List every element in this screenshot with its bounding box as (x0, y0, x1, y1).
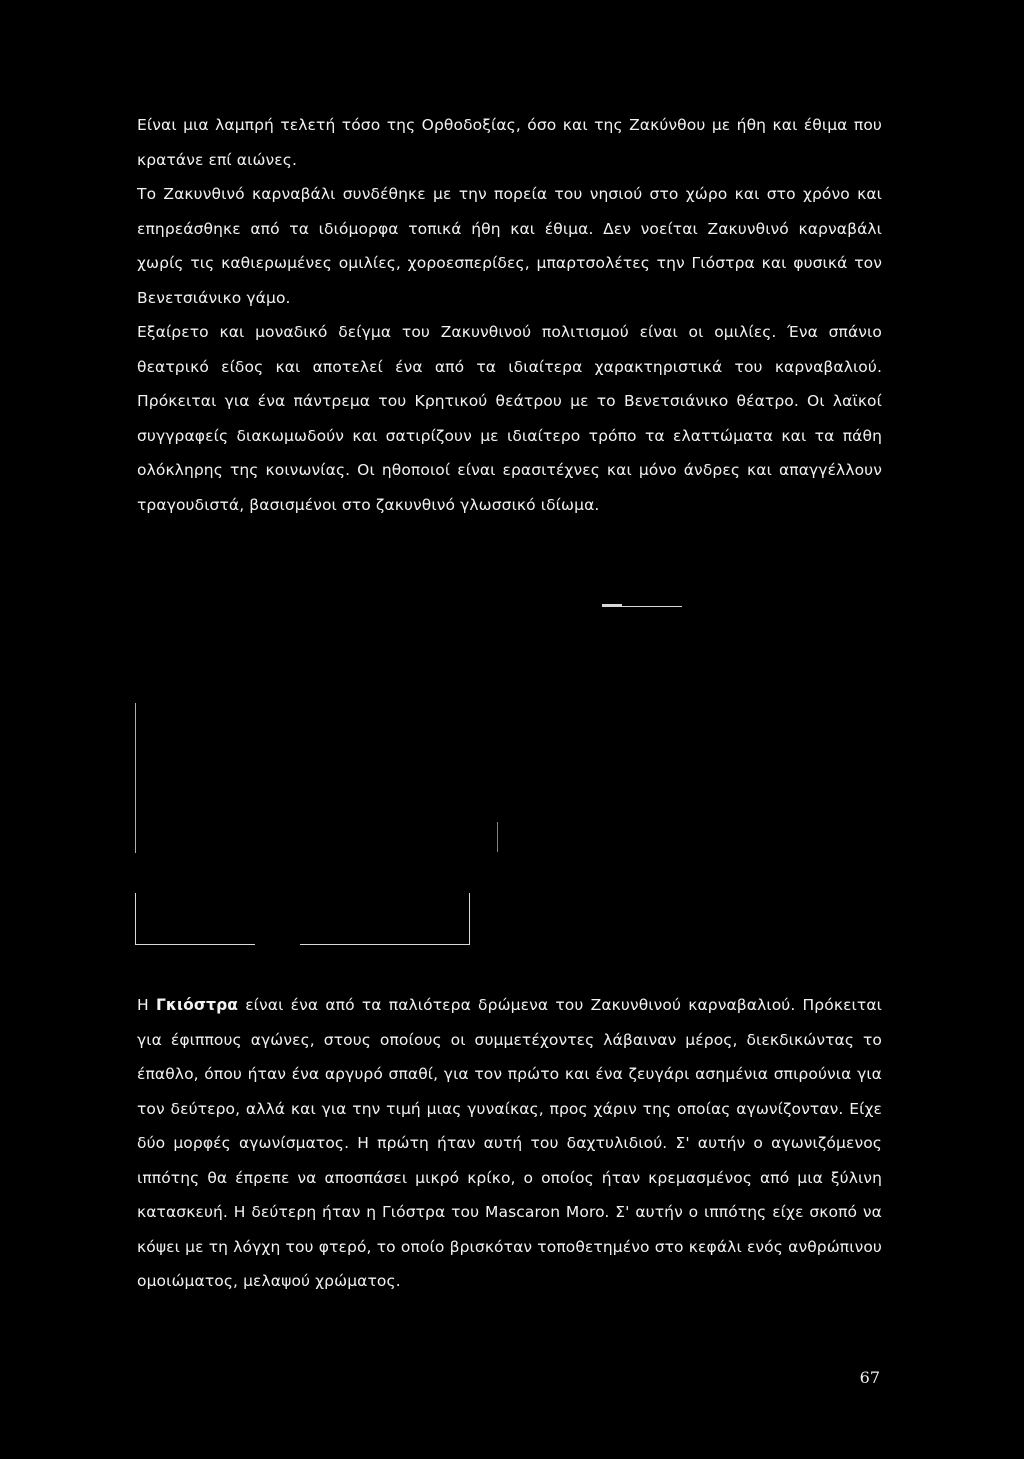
body-text-bottom (137, 988, 882, 1299)
gkiostra-term: Γκιόστρα (155, 996, 239, 1014)
paragraph-2: Το Ζακυνθινό καρναβάλι συνδέθηκε με την πορεία του νησιού στο χώρο και στο χρόνο και επηρεάσθηκε από τα ιδιόμορφα τοπικά ήθη και έθιμα. Δεν νοείται Ζακυνθινό καρναβάλι χωρίς τις καθιερωμένες ομιλίες, χοροεσπερίδες, μπαρτσολέτες την Γιόστρα και φυσικά τον Βενετσιάνικο γάμο. (137, 185, 882, 307)
paragraph-gkiostra (137, 988, 882, 1299)
paragraph-1: Είναι μια λαμπρή τελετή τόσο της Ορθοδοξίας, όσο και της Ζακύνθου με ήθη και έθιμα που κρατάνε επί αιώνες. (137, 116, 882, 169)
gkiostra-prefix: Η (137, 996, 156, 1014)
body-text-top (137, 108, 882, 522)
page-number: 67 (859, 1368, 880, 1387)
paragraph-3: Εξαίρετο και μοναδικό δείγμα του Ζακυνθινού πολιτισμού είναι οι ομιλίες. Ένα σπάνιο θεατρικό είδος και αποτελεί ένα από τα ιδιαίτερα χαρακτηριστικά του καρναβαλιού. Πρόκειται για ένα πάντρεμα του Κρητικού θεάτρου με το Βενετσιάνικο θέατρο. Οι λαϊκοί συγγραφείς διακωμωδούν και σατιρίζουν με ιδιαίτερο τρόπο τα ελαττώματα και τα πάθη ολόκληρης της κοινωνίας. Οι ηθοποιοί είναι ερασιτέχνες και μόνο άνδρες και απαγγέλλουν τραγουδιστά, βασισμένοι στο ζακυνθινό γλωσσικό ιδίωμα. (137, 323, 882, 514)
gkiostra-text: είναι ένα από τα παλιότερα δρώμενα του Ζακυνθινού καρναβαλιού. Πρόκειται για έφιππους αγώνες, στους οποίους οι συμμετέχοντες λάβαιναν μέρος, διεκδικώντας το έπαθλο, όπου ήταν ένα αργυρό σπαθί, για τον πρώτο και ένα ζευγάρι ασημένια σπιρούνια για τον δεύτερο, αλλά και για την τιμή μιας γυναίκας, προς χάριν της οποίας αγωνίζονταν. Είχε δύο μορφές αγωνίσματος. Η πρώτη ήταν αυτή του δαχτυλιδιού. Σ' αυτήν ο αγωνιζόμενος ιππότης θα έπρεπε να αποσπάσει μικρό κρίκο, ο οποίος ήταν κρεμασμένος από μια ξύλινη κατασκευή. Η δεύτερη ήταν η Γιόστρα του Mascaron Moro. Σ' αυτήν ο ιππότης είχε σκοπό να κόψει με τη λόγχη του φτερό, το οποίο βρισκόταν τοποθετημένο στο κεφάλι ενός ανθρώπινου ομοιώματος, μελαψού χρώματος. (137, 996, 882, 1290)
